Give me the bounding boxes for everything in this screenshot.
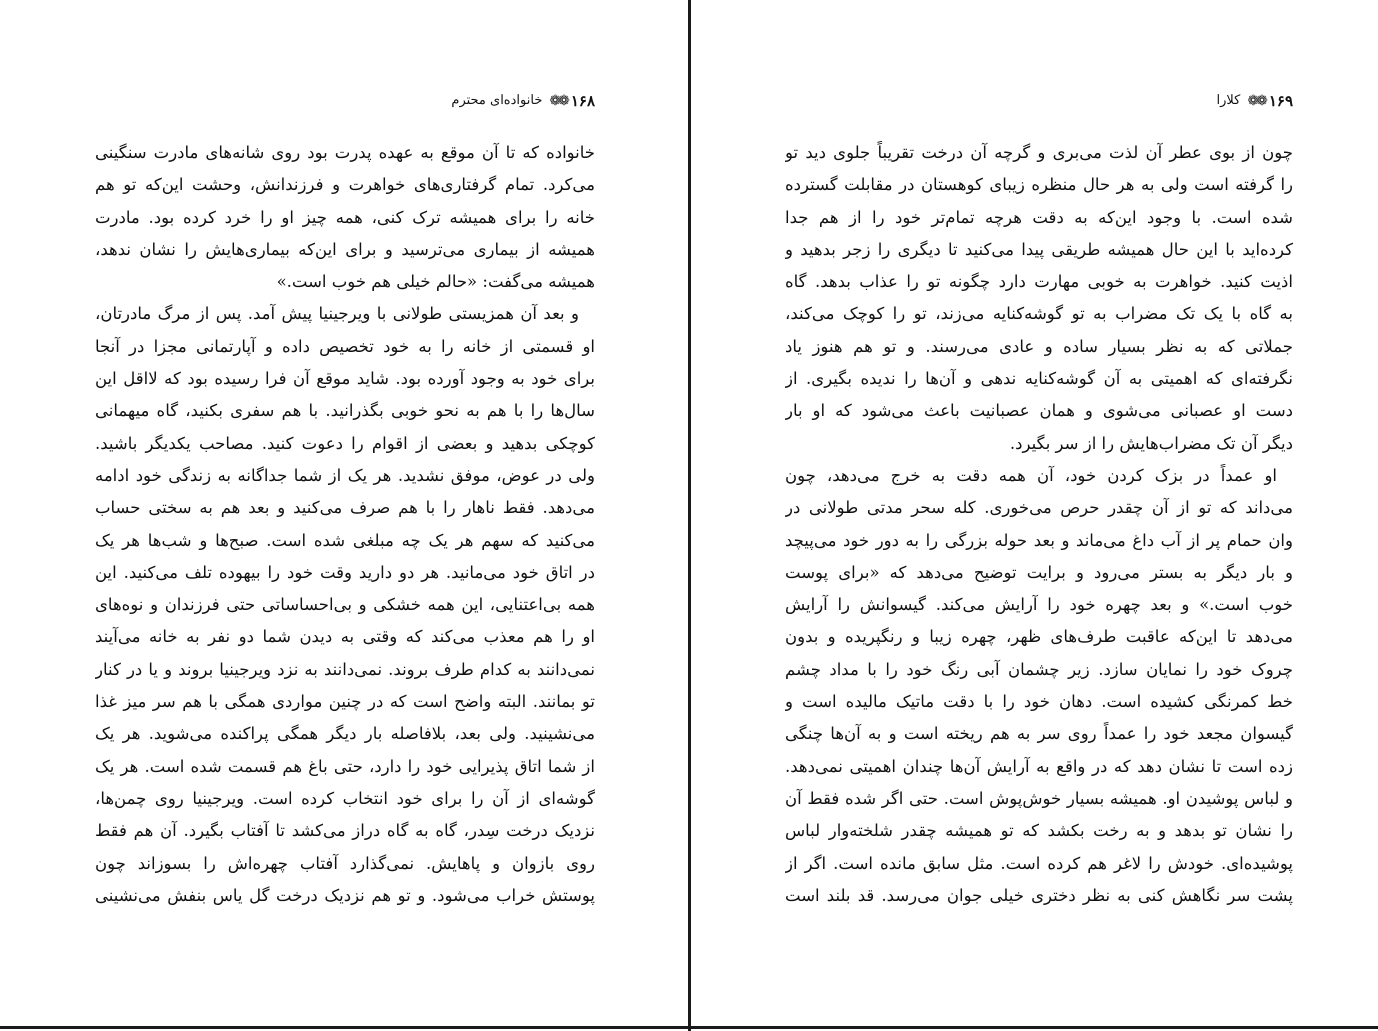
- text-line: کرده‌اید با این حال همیشه طریقی پیدا می‌کنید تا دیگری را زجر بدهید و: [785, 239, 1293, 259]
- text-line: خانه را برای همیشه ترک کنی، همه چیز او را خرد کرده بود. مادرت: [95, 207, 595, 227]
- text-line: و بار دیگر به بستر می‌رود و برایت توضیح می‌دهد که «برای پوست: [785, 562, 1293, 582]
- text-line: او عمداً در بزک کردن خود، آن همه دقت به خرج می‌دهد، چون: [785, 465, 1277, 485]
- text-line: و لباس پوشیدن او. همیشه بسیار خوش‌پوش است. حتی اگر شده فقط آن: [785, 788, 1293, 808]
- text-line: می‌نشینید. ولی بعد، بلافاصله بار دیگر همگی پراکنده می‌شوید. هر یک: [95, 724, 595, 744]
- text-line: گیسوان مجعد خود را عمداً روی سر به هم ریخته است و به آن‌ها چنگی: [785, 724, 1293, 744]
- text-line: دست او عصبانی می‌شوی و همان عصبانیت باعث می‌شود که او بار: [785, 401, 1293, 421]
- text-line: می‌کنید که سهم هر یک چه مبلغی شده است. صبح‌ها و شب‌ها هر یک: [95, 530, 595, 550]
- text-line: از شما اتاق پذیرایی خود را دارد، حتی باغ هم قسمت شده است. هر یک: [95, 756, 595, 776]
- text-line: همیشه از بیماری می‌ترسید و برای این‌که بیماری‌هایش را نشان ندهد،: [95, 239, 595, 259]
- text-line: جملاتی که به نظر بسیار ساده و عادی می‌رسند. و تو هم هنوز یاد: [785, 336, 1293, 356]
- text-line: او را هم معذب می‌کند که وقتی به دیدن شما دو نفر به خانه می‌آیند: [95, 627, 595, 647]
- text-line: را گرفته است ولی به هر حال منظره زیبای کوهستان در مقابلت گسترده: [785, 175, 1293, 195]
- text-line: می‌دهد. فقط ناهار را با هم صرف می‌کنید و بعد هم به سختی حساب: [95, 498, 595, 518]
- left-running-title: خانواده‌ای محترم: [451, 93, 543, 108]
- text-line: ولی در عوض، موفق نشدید. هر یک از شما جداگانه به زندگی خود ادامه: [95, 465, 595, 485]
- text-line: پوستش خراب می‌شود. و تو هم نزدیک درخت گل یاس بنفش می‌نشینی: [95, 885, 595, 905]
- text-line: به گاه با یک تک مضراب به تو گوشه‌کنایه می‌زند، تو را کوچک می‌کند،: [785, 304, 1293, 324]
- right-page: [785, 0, 1293, 1020]
- text-line: نگرفته‌ای که اهمیتی به آن گوشه‌کنایه ندهی و آن‌ها را ندیده بگیری. از: [785, 369, 1293, 389]
- left-page-number: ۱۶۸: [570, 92, 595, 110]
- right-page-header: [1217, 93, 1293, 109]
- ornament-icon: ❁❁: [1247, 93, 1265, 109]
- text-line: را نشان تو بدهد و به رخت بکشد که تو همیشه چقدر شلخته‌وار لباس: [785, 821, 1293, 841]
- text-line: خوب است.» و بعد چهره خود را آرایش می‌کند. گیسوانش را آرایش: [785, 595, 1293, 615]
- text-line: در اتاق خود می‌مانید. هر دو دارید وقت خود را بیهوده تلف می‌کنید. این: [95, 562, 595, 582]
- left-page-header: [451, 93, 595, 109]
- text-line: می‌داند که تو از آن چقدر حرص می‌خوری. کله سحر مدتی طولانی در: [785, 498, 1293, 518]
- text-line: او قسمتی از خانه را به خود تخصیص داده و آپارتمانی مجزا در آنجا: [95, 336, 595, 356]
- text-line: چروک خود را نمایان سازد. زیر چشمان آبی رنگ خود را با مداد چشم: [785, 659, 1293, 679]
- right-running-title: کلارا: [1216, 93, 1241, 108]
- text-line: کوچکی بدهید و بعضی از اقوام را دعوت کنید. مصاحب یکدیگر باشید.: [95, 433, 595, 453]
- bottom-edge-line: [0, 1026, 1378, 1029]
- right-page-number: ۱۶۹: [1268, 92, 1293, 110]
- text-line: سال‌ها را با هم به نحو خوبی بگذرانید. با هم سفری بکنید، گاه میهمانی: [95, 401, 595, 421]
- text-line: وان حمام پر از آب داغ می‌ماند و بعد حوله بزرگی را به دور خود می‌پیچد: [785, 530, 1293, 550]
- text-line: پوشیده‌ای. خودش را لاغر هم کرده است. مثل سابق مانده است. اگر از: [785, 853, 1293, 873]
- text-line: شده است. با وجود این‌که به دقت هرچه تمام‌تر خود را از هم جدا: [785, 207, 1293, 227]
- book-spine: [688, 0, 691, 1031]
- text-line: نزدیک درخت سِدر، گاه به گاه دراز می‌کشد تا آفتاب بگیرد. آن هم فقط: [95, 821, 595, 841]
- text-line: تو بمانند. البته واضح است که در چنین مواردی همگی با هم سر میز غذا: [95, 692, 595, 712]
- text-line: خانواده که تا آن موقع به عهده پدرت بود روی شانه‌های مادرت سنگینی: [95, 143, 595, 162]
- text-line: چون از بوی عطر آن لذت می‌بری و گرچه آن درخت تقریباً جلوی دید تو: [785, 143, 1293, 162]
- text-line: گوشه‌ای از آن را برای خود انتخاب کرده است. ویرجینیا روی چمن‌ها،: [95, 788, 595, 808]
- text-line: همیشه می‌گفت: «حالم خیلی هم خوب است.»: [276, 272, 595, 292]
- text-line: برای خود به وجود آورده بود. شاید موقع آن فرا رسیده بود که لااقل این: [95, 369, 595, 389]
- text-line: همه بی‌اعتنایی، این همه خشکی و بی‌احساساتی حتی فرزندان و نوه‌های: [95, 595, 595, 615]
- text-line: زده است تا نشان دهد که در واقع به آرایش آن‌ها چندان اهمیتی نمی‌دهد.: [785, 756, 1293, 776]
- text-line: می‌دهد تا این‌که عاقبت طرف‌های ظهر، چهره زیبا و رنگپریده و بدون: [785, 627, 1293, 647]
- text-line: پشت سر نگاهش کنی به نظر دختری خیلی جوان می‌رسد. قد بلند است: [785, 885, 1293, 905]
- text-line: خط کمرنگی کشیده است. دهان خود را با دقت ماتیک مالیده است و: [785, 692, 1293, 712]
- text-line: اذیت کنید. خواهرت به خوبی مهارت دارد چگونه تو را عذاب بدهد. گاه: [785, 272, 1293, 292]
- text-line: دیگر آن تک مضراب‌هایش را از سر بگیرد.: [1009, 433, 1293, 453]
- text-line: و بعد آن همزیستی طولانی با ویرجینیا پیش آمد. پس از مرگ مادرتان،: [95, 304, 579, 324]
- text-line: می‌کرد. تمام گرفتاری‌های خواهرت و فرزندانش، وحشت این‌که تو هم: [95, 175, 595, 195]
- text-line: روی بازوان و پاهایش. نمی‌گذارد آفتاب چهره‌اش را بسوزاند چون: [95, 853, 595, 873]
- left-page: [95, 0, 595, 1020]
- left-page-body: [95, 137, 595, 912]
- right-page-body: [785, 137, 1293, 912]
- ornament-icon: ❁❁: [549, 93, 567, 109]
- text-line: نمی‌دانند به کدام طرف بروند. نمی‌دانند به نزد ویرجینیا بروند و یا در کنار: [95, 659, 595, 679]
